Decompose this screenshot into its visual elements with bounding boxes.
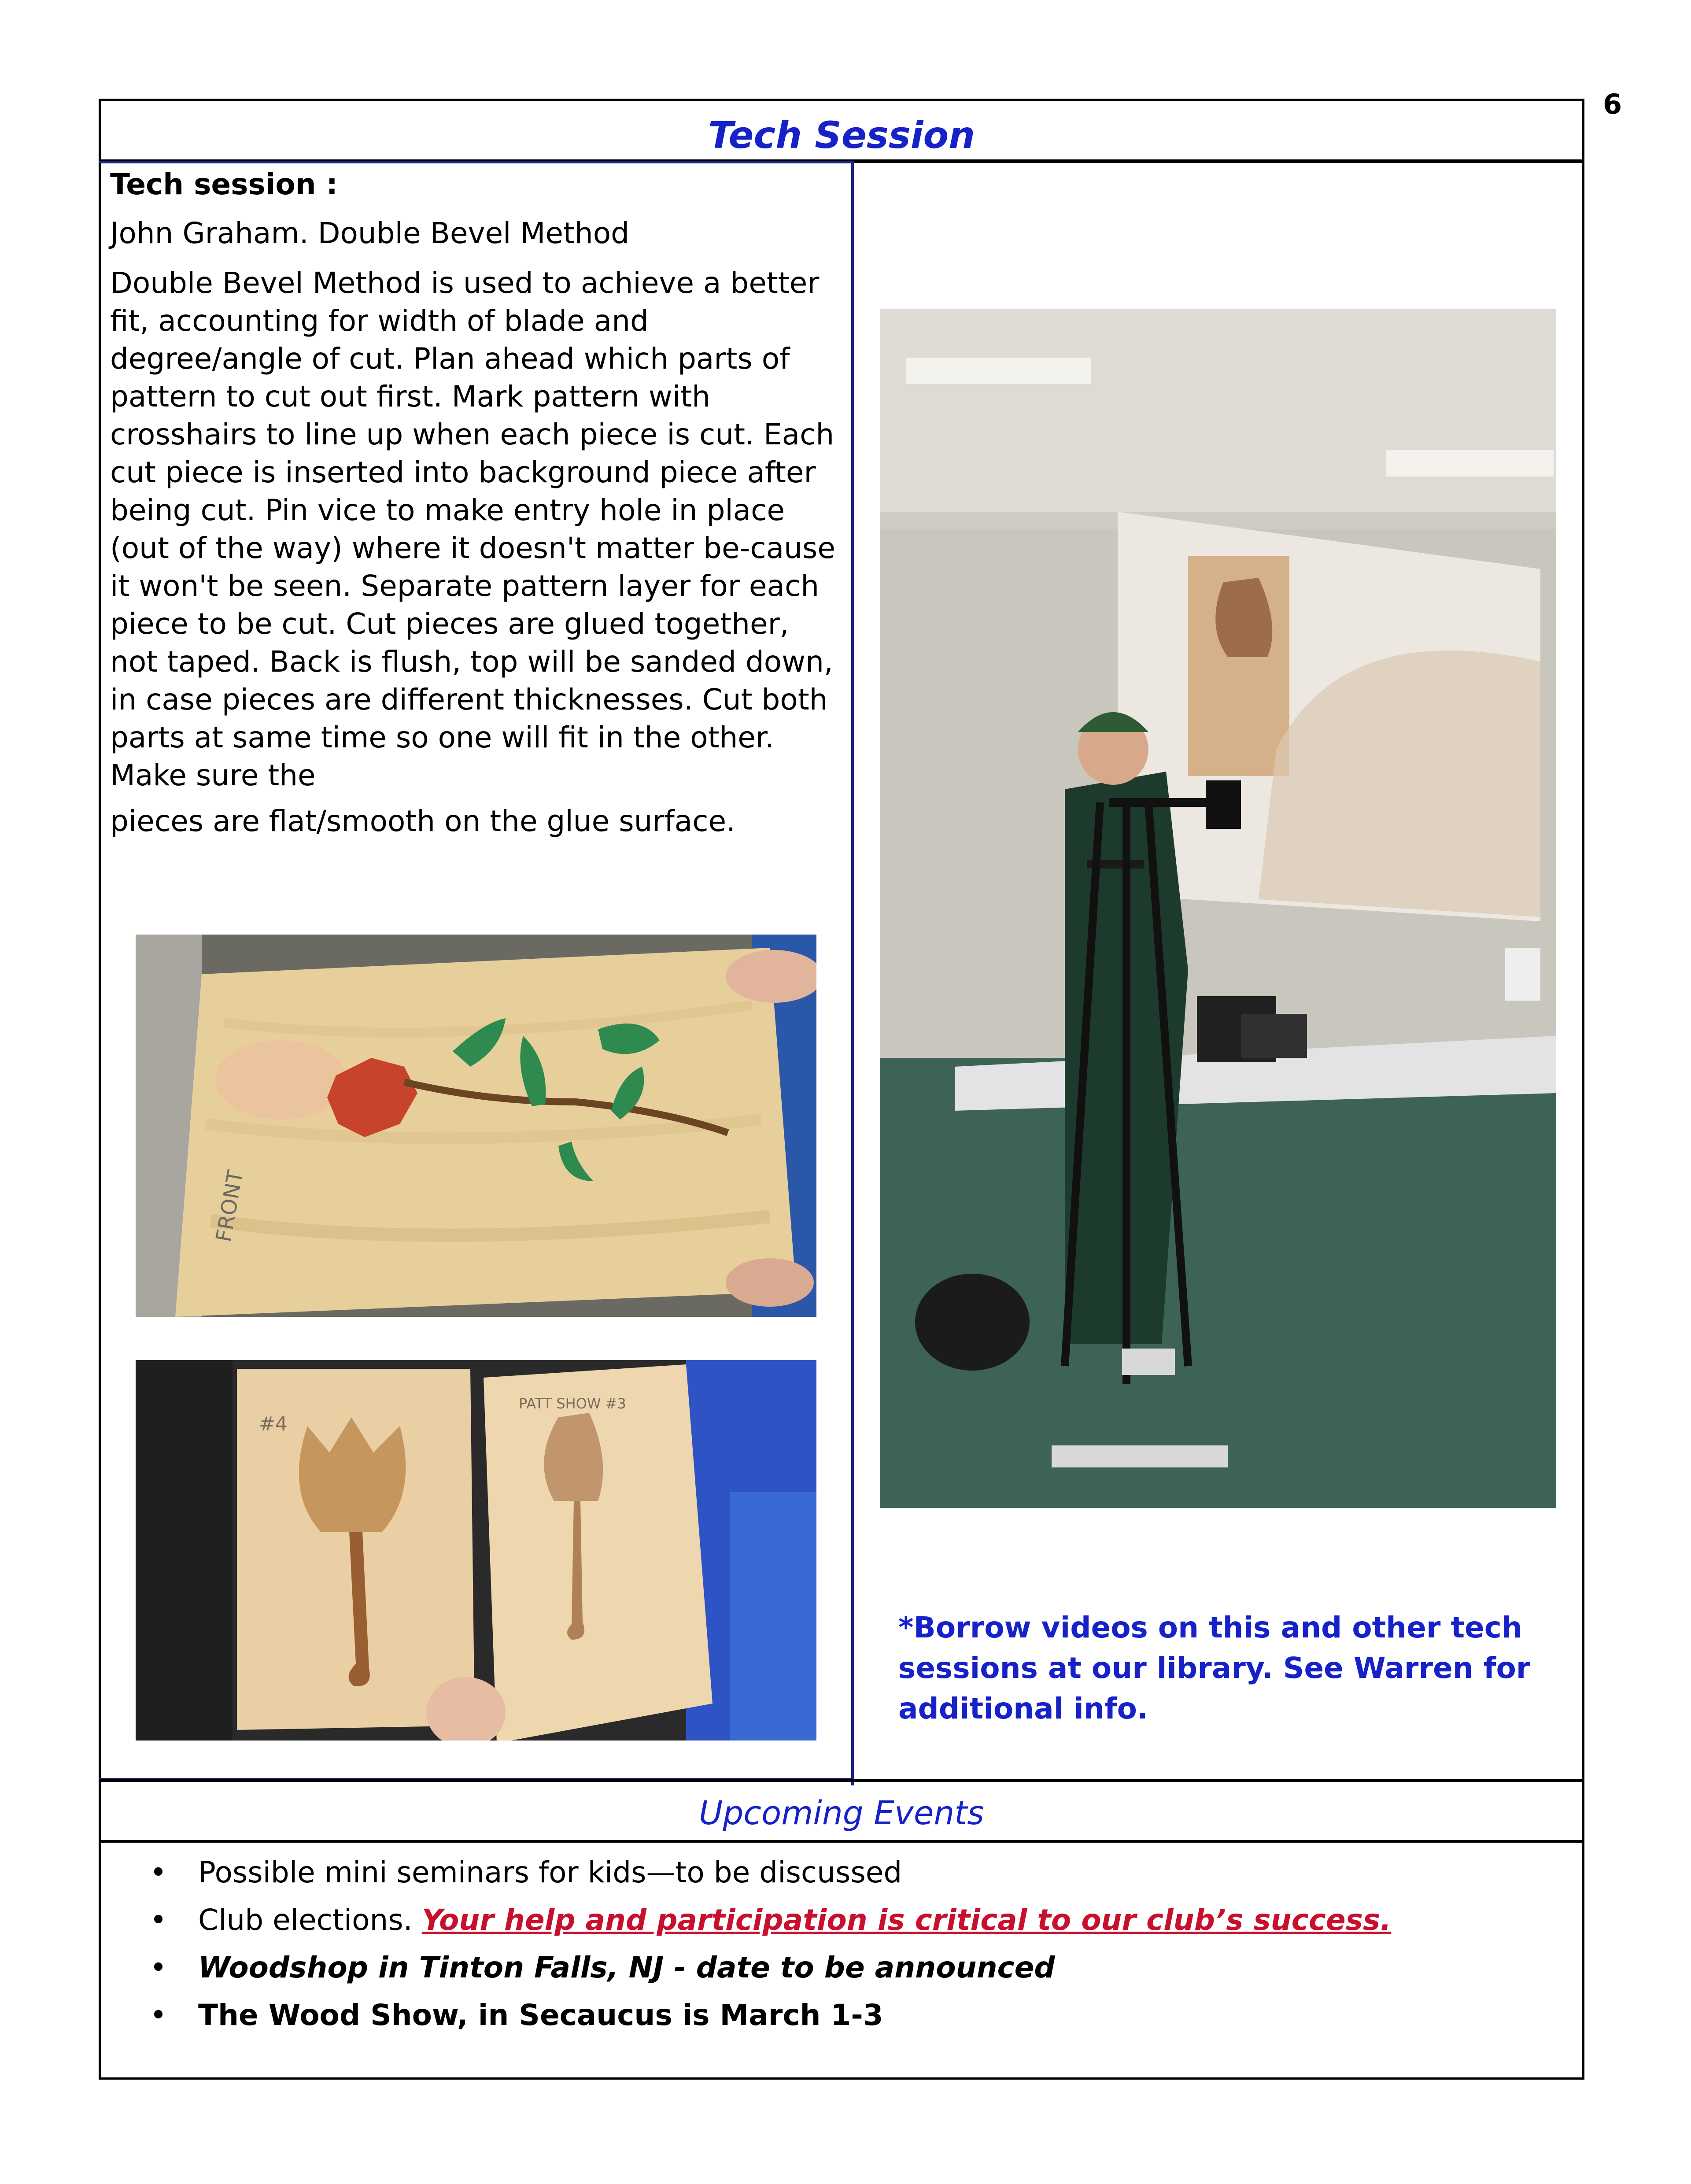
article-heading: Tech session : bbox=[110, 167, 338, 201]
bullet: • bbox=[150, 1855, 167, 1889]
event-item-woodshop bbox=[150, 1944, 1559, 1992]
event-item-mini-seminars bbox=[150, 1849, 1559, 1896]
event-text: The Wood Show, in Secaucus is March 1-3 bbox=[198, 1998, 883, 2032]
presenter-photo bbox=[880, 309, 1556, 1508]
upcoming-events-list bbox=[150, 1849, 1559, 2039]
event-text-emphasis: Your help and participation is critical to our club’s success. bbox=[421, 1903, 1392, 1937]
bullet: • bbox=[150, 1998, 167, 2032]
event-text-prefix: Club elections. bbox=[198, 1903, 422, 1937]
upcoming-events-title: Upcoming Events bbox=[699, 1794, 984, 1832]
tulip-right-pencil-label: PATT SHOW #3 bbox=[519, 1395, 626, 1412]
event-text: Woodshop in Tinton Falls, NJ - date to be announced bbox=[198, 1951, 1055, 1984]
bullet: • bbox=[150, 1903, 167, 1937]
page-number: 6 bbox=[1603, 88, 1622, 120]
event-item-club-elections bbox=[150, 1896, 1559, 1944]
tulip-marquetry-photo bbox=[136, 1360, 816, 1741]
event-text: Possible mini seminars for kids—to be discussed bbox=[198, 1855, 902, 1889]
event-item-wood-show bbox=[150, 1992, 1559, 2039]
column-divider bbox=[851, 161, 854, 1785]
rose-marquetry-photo bbox=[136, 935, 816, 1317]
upcoming-bottom-rule bbox=[99, 1840, 1584, 1843]
tech-session-article bbox=[110, 167, 846, 840]
article-body: Double Bevel Method is used to achieve a better fit, accounting for width of blade and degree/angle of cut. Plan ahead which parts of pattern to cut out first. Mark pattern with crosshairs to line up when each piece is cut. Each cut piece is inserted into background piece after being cut. Pin vice to make entry hole in place (out of the way) where it doesn't matter be-cause it won't be seen. Separate pattern layer for each piece to be cut. Cut pieces are glued together, not taped. Back is flush, top will be sanded down, in case pieces are different thicknesses. Cut both parts at same time so one will fit in the other. Make sure the bbox=[110, 266, 835, 792]
front-pencil-label: FRONT bbox=[211, 1168, 248, 1244]
upcoming-top-rule bbox=[99, 1779, 1584, 1782]
article-byline: John Graham. Double Bevel Method bbox=[110, 216, 629, 250]
borrow-videos-note: *Borrow videos on this and other tech sessions at our library. See Warren for additional info. bbox=[898, 1611, 1531, 1726]
tech-session-title: Tech Session bbox=[708, 114, 975, 157]
bullet: • bbox=[150, 1951, 167, 1984]
article-body-last-line: pieces are flat/smooth on the glue surface. bbox=[110, 804, 736, 838]
left-column-top-border bbox=[99, 161, 853, 163]
tulip-left-pencil-label: #4 bbox=[259, 1413, 288, 1435]
